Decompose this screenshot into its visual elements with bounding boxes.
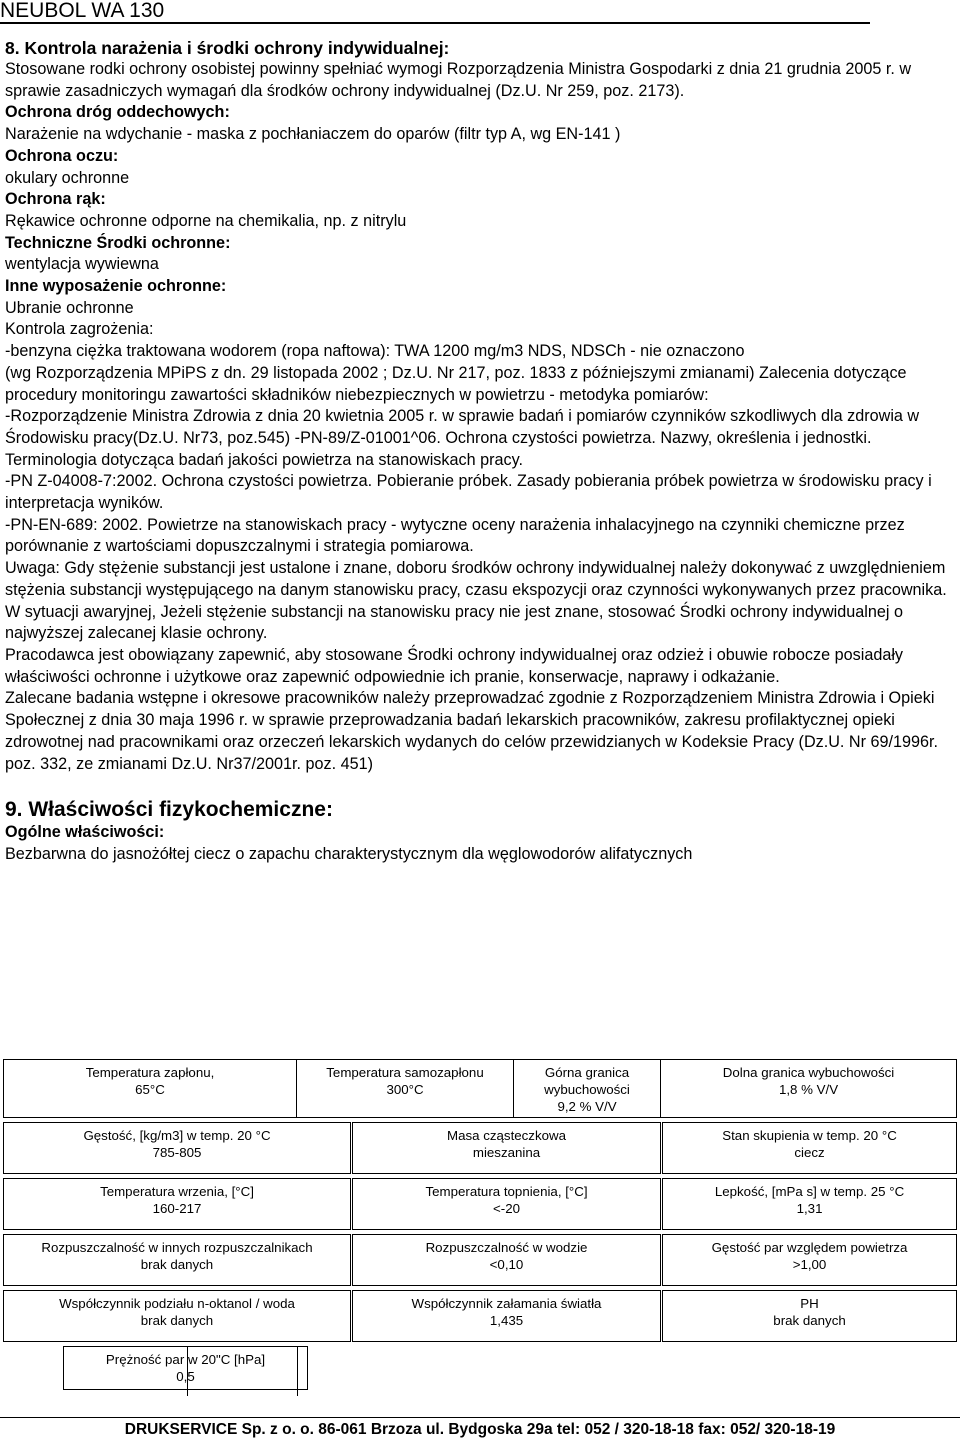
paragraph: (wg Rozporządzenia MPiPS z dn. 29 listopada 2002 ; Dz.U. Nr 217, poz. 1833 z późniejszymi zmianami) Zalecenia dotyczące procedury monitoringu zawartości składników niebezpiecznych w powietrzu - metodyka pomiarów: <box>5 363 907 404</box>
eye-text: okulary ochronne <box>5 168 130 187</box>
paragraph: -PN Z-04008-7:2002. Ochrona czystości powietrza. Pobieranie próbek. Zasady pobierania próbek powietrza w środowisku pracy i interpretacja wyników. <box>5 472 932 513</box>
respiratory-heading: Ochrona dróg oddechowych: <box>5 103 230 122</box>
document-body <box>5 37 950 866</box>
table-row <box>3 1059 957 1118</box>
section-spacer <box>5 775 950 798</box>
footer-rule <box>0 1417 960 1418</box>
paragraph: Zalecane badania wstępne i okresowe pracowników należy przeprowadzać zgodnie z Rozporządzeniem Ministra Zdrowia i Opieki Społecznej z dnia 30 maja 1996 r. w sprawie przeprowadzania badań lekarskich pracowników, zakresu profilaktycznej opieki zdrowotnej nad pracownikami oraz orzeczeń lekarskich wydanych do celów przewidzianych w Kodeksie Pracy (Dz.U. Nr 69/1996r. poz. 332, ze zmianami Dz.U. Nr37/2001r. poz. 451) <box>5 689 938 773</box>
table-cell: Lepkość, [mPa s] w temp. 25 °C 1,31 <box>662 1178 957 1230</box>
other-equipment-heading: Inne wyposażenie ochronne: <box>5 277 227 296</box>
table-cell: Temperatura samozapłonu 300°C <box>297 1059 514 1118</box>
other-equipment-text: Ubranie ochronne <box>5 298 134 317</box>
table-cell: Prężność par w 20"C [hPa] 0,5 <box>63 1346 308 1390</box>
hand-heading: Ochrona rąk: <box>5 190 106 209</box>
paragraph: -benzyna ciężka traktowana wodorem (ropa naftowa): TWA 1200 mg/m3 NDS, NDSCh - nie oznaczono <box>5 342 745 361</box>
technical-text: wentylacja wywiewna <box>5 255 159 274</box>
paragraph: -PN-EN-689: 2002. Powietrze na stanowiskach pracy - wytyczne oceny narażenia inhalacyjnego na czynniki chemiczne przez porównanie z wartościami dopuszczalnymi i strategia pomiarowa. <box>5 515 905 556</box>
table-cell: Gęstość, [kg/m3] w temp. 20 °C 785-805 <box>3 1122 351 1174</box>
section-9-heading: 9. Właściwości fizykochemiczne: <box>5 798 333 822</box>
product-title: NEUBOL WA 130 <box>0 0 165 22</box>
section-8-heading: 8. Kontrola narażenia i środki ochrony indywidualnej: <box>5 38 450 58</box>
table-cell: Temperatura zapłonu, 65°C <box>3 1059 297 1118</box>
table-cell: Masa cząsteczkowa mieszanina <box>352 1122 661 1174</box>
table-cell: Rozpuszczalność w innych rozpuszczalnikach brak danych <box>3 1234 351 1286</box>
paragraph: -Rozporządzenie Ministra Zdrowia z dnia 20 kwietnia 2005 r. w sprawie badań i pomiarów czynników szkodliwych dla zdrowia w Środowisku pracy(Dz.U. Nr73, poz.545) -PN-89/Z-01001^06. Ochrona czystości powietrza. Nazwy, określenia i jednostki. Terminologia dotycząca badań jakości powietrza na stanowiskach pracy. <box>5 407 920 469</box>
technical-heading: Techniczne Środki ochronne: <box>5 233 231 252</box>
table-row <box>3 1122 957 1174</box>
hazard-control-label: Kontrola zagrożenia: <box>5 320 154 339</box>
table-row <box>3 1346 957 1396</box>
table-cell: Temperatura topnienia, [°C] <-20 <box>352 1178 661 1230</box>
table-cell: Dolna granica wybuchowości 1,8 % V/V <box>661 1059 957 1118</box>
respiratory-text: Narażenie na wdychanie - maska z pochłaniaczem do oparów (filtr typ A, wg EN-141 ) <box>5 125 621 144</box>
document-footer <box>0 1405 960 1442</box>
table-cell: Współczynnik podziału n-oktanol / woda brak danych <box>3 1290 351 1342</box>
table-cell: Gęstość par względem powietrza >1,00 <box>662 1234 957 1286</box>
paragraph: Pracodawca jest obowiązany zapewnić, aby stosowane Środki ochrony indywidualnej oraz odzież i obuwie robocze posiadały właściwości ochronne i użytkowe oraz zapewnić odpowiednie ich pranie, konserwacje, naprawy i odkażanie. <box>5 645 904 686</box>
table-cell: Stan skupienia w temp. 20 °C ciecz <box>662 1122 957 1174</box>
table-row <box>3 1178 957 1230</box>
table-row <box>3 1290 957 1342</box>
table-cell: Temperatura wrzenia, [°C] 160-217 <box>3 1178 351 1230</box>
eye-heading: Ochrona oczu: <box>5 146 119 165</box>
table-cell: Górna granica wybuchowości 9,2 % V/V <box>514 1059 661 1118</box>
table-cell: Współczynnik załamania światła 1,435 <box>352 1290 661 1342</box>
general-properties-text: Bezbarwna do jasnożółtej ciecz o zapachu charakterystycznym dla węglowodorów alifatycznych <box>5 844 693 863</box>
footer-company-info: DRUKSERVICE Sp. z o. o. 86-061 Brzoza ul. Bydgoska 29a tel: 052 / 320-18-18 fax: 052/ 320-18-19 <box>124 1421 836 1438</box>
properties-table <box>3 1055 957 1400</box>
table-cell: Rozpuszczalność w wodzie <0,10 <box>352 1234 661 1286</box>
document-header <box>0 0 870 24</box>
hand-text: Rękawice ochronne odporne na chemikalia, np. z nitrylu <box>5 211 407 230</box>
paragraph: Uwaga: Gdy stężenie substancji jest ustalone i znane, doboru środków ochrony indywidualnej należy dokonywać z uwzględnieniem stężenia substancji występującego na danym stanowisku pracy, czasu ekspozycji oraz czynności wykonywanych przez pracownika. W sytuacji awaryjnej, Jeżeli stężenie substancji na stanowisku pracy nie jest znane, stosować Środki ochrony indywidualnej o najwyższej zalecanej klasie ochrony. <box>5 559 947 643</box>
table-cell: PH brak danych <box>662 1290 957 1342</box>
table-row <box>3 1234 957 1286</box>
section-8-intro: Stosowane rodki ochrony osobistej powinny spełniać wymogi Rozporządzenia Ministra Gospodarki z dnia 21 grudnia 2005 r. w sprawie zasadniczych wymagań dla środków ochrony indywidualnej (Dz.U. Nr 259, poz. 2173). <box>5 60 912 100</box>
general-properties-heading: Ogólne właściwości: <box>5 823 165 842</box>
